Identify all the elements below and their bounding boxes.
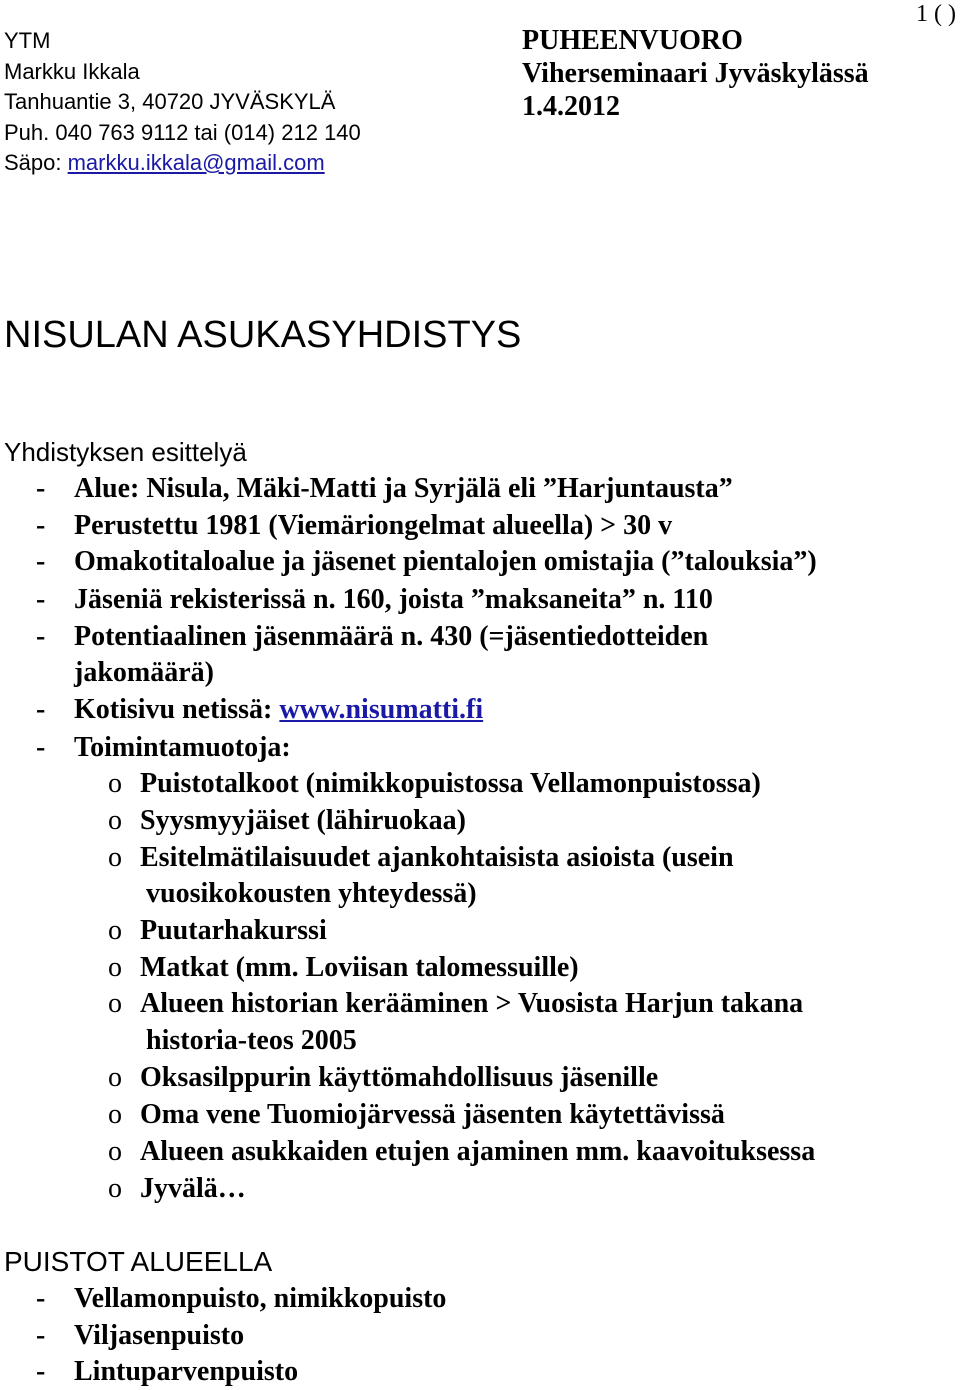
list-item-text: jakomäärä) — [74, 657, 214, 688]
activity-text: Alueen historian kerääminen > Vuosista Harjun takana — [140, 988, 804, 1019]
activity-text: Oksasilppurin käyttömahdollisuus jäsenille — [140, 1062, 659, 1093]
bullet-marker: o — [108, 805, 122, 836]
activity-text: historia-teos 2005 — [146, 1025, 357, 1056]
sender-address: Tanhuantie 3, 40720 JYVÄSKYLÄ — [4, 89, 336, 114]
document-type: PUHEENVUORO — [522, 25, 743, 56]
list-item-text: Potentiaalinen jäsenmäärä n. 430 (=jäsentiedotteiden — [74, 621, 709, 652]
park-text: Lintuparvenpuisto — [74, 1356, 299, 1387]
sender-block — [4, 26, 361, 179]
activities-label: Toimintamuotoja: — [74, 732, 291, 763]
list-item-text: Jäseniä rekisterissä n. 160, joista ”maksaneita” n. 110 — [74, 584, 713, 615]
dash-marker: - — [36, 510, 46, 541]
document-event: Viherseminaari Jyväskylässä — [522, 58, 869, 89]
bullet-marker: o — [108, 952, 122, 983]
bullet-marker: o — [108, 1173, 122, 1204]
activity-text: Matkat (mm. Loviisan talomessuille) — [140, 952, 579, 983]
sender-email-row — [4, 148, 361, 179]
activity-text: Puutarhakurssi — [140, 915, 327, 946]
activity-text: Esitelmätilaisuudet ajankohtaisista asioista (usein — [140, 842, 734, 873]
dash-marker: - — [36, 1320, 46, 1351]
dash-marker: - — [36, 621, 46, 652]
dash-marker: - — [36, 732, 46, 763]
sender-email-link[interactable]: markku.ikkala@gmail.com — [67, 150, 325, 175]
list-item-text: Perustettu 1981 (Viemäriongelmat alueella) > 30 v — [74, 510, 673, 541]
bullet-marker: o — [108, 1099, 122, 1130]
homepage-label: Kotisivu netissä: — [74, 694, 280, 725]
park-text: Viljasenpuisto — [74, 1320, 245, 1351]
list-item-text: Alue: Nisula, Mäki-Matti ja Syrjälä eli ”Harjuntausta” — [74, 473, 733, 504]
parks-heading: PUISTOT ALUEELLA — [4, 1246, 273, 1277]
sender-name: Markku Ikkala — [4, 58, 140, 84]
activity-text: vuosikokousten yhteydessä) — [146, 878, 477, 909]
document-date: 1.4.2012 — [522, 91, 620, 122]
activity-text: Puistotalkoot (nimikkopuistossa Vellamonpuistossa) — [140, 768, 761, 799]
homepage-row — [74, 692, 483, 728]
homepage-link[interactable]: www.nisumatti.fi — [279, 694, 484, 725]
organization-title: NISULAN ASUKASYHDISTYS — [4, 314, 522, 356]
activity-text: Syysmyyjäiset (lähiruokaa) — [140, 805, 466, 836]
list-item-text: Omakotitaloalue ja jäsenet pientalojen omistajia (”talouksia”) — [74, 546, 817, 577]
bullet-marker: o — [108, 1062, 122, 1093]
sender-title: YTM — [4, 28, 51, 53]
bullet-marker: o — [108, 1136, 122, 1167]
activity-text: Oma vene Tuomiojärvessä jäsenten käytettävissä — [140, 1099, 725, 1130]
park-text: Vellamonpuisto, nimikkopuisto — [74, 1283, 447, 1314]
bullet-marker: o — [108, 988, 122, 1019]
activity-text: Jyvälä… — [140, 1173, 246, 1204]
intro-heading: Yhdistyksen esittelyä — [4, 437, 247, 467]
dash-marker: - — [36, 546, 46, 577]
sender-email-label: Säpo: — [4, 150, 68, 175]
dash-marker: - — [36, 1356, 46, 1387]
bullet-marker: o — [108, 842, 122, 873]
dash-marker: - — [36, 694, 46, 725]
dash-marker: - — [36, 584, 46, 615]
activity-text: Alueen asukkaiden etujen ajaminen mm. kaavoituksessa — [140, 1136, 816, 1167]
dash-marker: - — [36, 473, 46, 504]
dash-marker: - — [36, 1283, 46, 1314]
bullet-marker: o — [108, 915, 122, 946]
bullet-marker: o — [108, 768, 122, 799]
sender-phone: Puh. 040 763 9112 tai (014) 212 140 — [4, 119, 361, 145]
document-info — [522, 24, 869, 123]
page-number: 1 ( ) — [916, 1, 956, 27]
